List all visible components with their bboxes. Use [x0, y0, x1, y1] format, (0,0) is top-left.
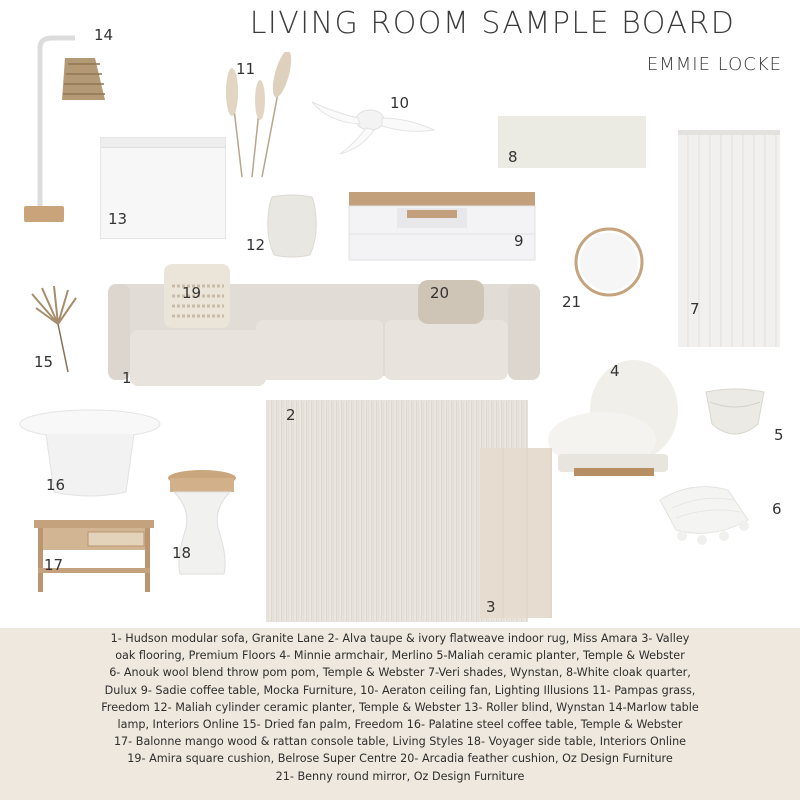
- side-table-image: [164, 468, 240, 580]
- label-7: 7: [690, 300, 700, 318]
- ceiling-fan-image: [308, 90, 438, 160]
- label-3: 3: [486, 598, 496, 616]
- label-10: 10: [390, 94, 410, 112]
- caption-line: 21- Benny round mirror, Oz Design Furniture: [275, 769, 525, 783]
- caption-line: oak flooring, Premium Floors 4- Minnie armchair, Merlino 5-Maliah ceramic planter, Temple & Webster: [115, 649, 685, 663]
- label-6: 6: [772, 500, 782, 518]
- label-2: 2: [286, 406, 296, 424]
- label-15: 15: [34, 353, 54, 371]
- steel-coffee-table-image: [16, 404, 164, 500]
- caption-line: Freedom 12- Maliah cylinder ceramic planter, Temple & Webster 13- Roller blind, Wynstan 14-Marlow table: [101, 700, 699, 714]
- label-12: 12: [246, 236, 266, 254]
- pom-pom-throw-image: [652, 470, 762, 550]
- label-1: 1: [122, 369, 132, 387]
- cylinder-planter-image: [262, 193, 322, 259]
- board-title: LIVING ROOM SAMPLE BOARD: [249, 6, 736, 41]
- label-5: 5: [774, 426, 784, 444]
- label-18: 18: [172, 544, 192, 562]
- round-mirror-image: [574, 224, 644, 300]
- oak-flooring-sample: [480, 448, 552, 618]
- product-list: [30, 630, 770, 785]
- label-21: 21: [562, 293, 582, 311]
- caption-line: 6- Anouk wool blend throw pom pom, Temple & Webster 7-Veri shades, Wynstan, 8-White cloak quarter,: [109, 666, 691, 680]
- label-9: 9: [514, 232, 524, 250]
- caption-line: 19- Amira square cushion, Belrose Super Centre 20- Arcadia feather cushion, Oz Design Furniture: [127, 752, 673, 766]
- label-4: 4: [610, 362, 620, 380]
- label-14: 14: [94, 26, 114, 44]
- caption-line: 1- Hudson modular sofa, Granite Lane 2- Alva taupe & ivory flatweave indoor rug, Miss Amara 3- Valley: [110, 632, 690, 645]
- coffee-table-image: [347, 190, 537, 262]
- label-17: 17: [44, 556, 64, 574]
- label-11: 11: [236, 60, 256, 78]
- label-19: 19: [182, 284, 202, 302]
- caption-line: Dulux 9- Sadie coffee table, Mocka Furniture, 10- Aeraton ceiling fan, Lighting Illusions 11- Pampas grass,: [104, 683, 696, 697]
- label-20: 20: [430, 284, 450, 302]
- designer-name: EMMIE LOCKE: [646, 54, 782, 75]
- caption-line: 17- Balonne mango wood & rattan console table, Living Styles 18- Voyager side table, Interiors Online: [113, 735, 687, 749]
- label-16: 16: [46, 476, 66, 494]
- label-8: 8: [508, 148, 518, 166]
- product-list-panel: [0, 628, 800, 800]
- label-13: 13: [108, 210, 128, 228]
- caption-line: lamp, Interiors Online 15- Dried fan palm, Freedom 16- Palatine steel coffee table, Temple & Webster: [117, 718, 683, 732]
- feather-cushion-image: [414, 276, 488, 328]
- ceramic-planter-image: [700, 384, 770, 444]
- paint-swatch: [498, 116, 646, 168]
